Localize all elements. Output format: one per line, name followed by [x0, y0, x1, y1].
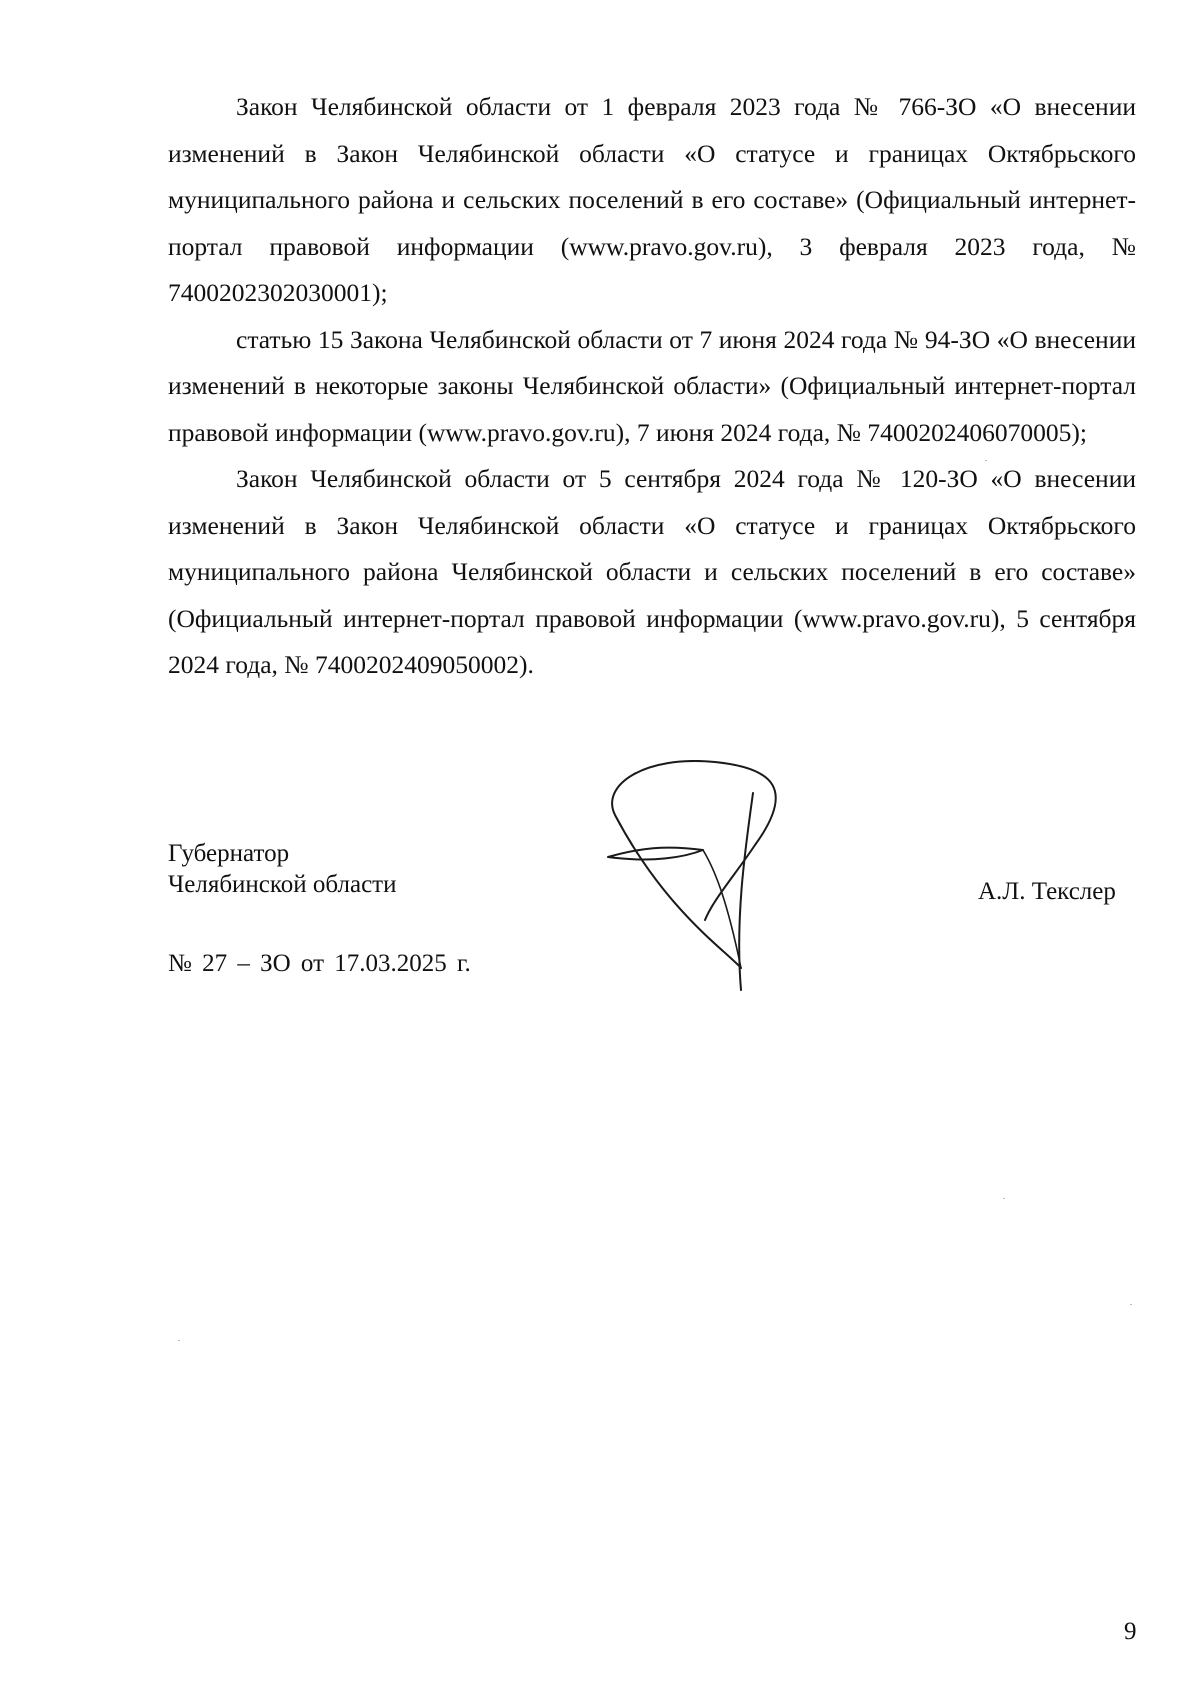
scan-speck: [178, 1340, 180, 1341]
paragraph-law-120: Закон Челябинской области от 5 сентября 2024 года № 120-ЗО «О внесении изменений в Закон Челябинской области «О статусе и границах Октябрьского муниципального района Челябинской области и сельских поселений в его составе» (Официальный интернет-портал правовой информации (www.pravo.gov.ru), 5 сентября 2024 года, № 7400202409050002).: [168, 464, 1136, 679]
position-title: Губернатор: [168, 840, 290, 867]
scan-speck: [1130, 1304, 1132, 1305]
signatory-name: А.Л. Текслер: [978, 878, 1116, 905]
law-reference-number: № 27 – ЗО от 17.03.2025 г.: [168, 950, 471, 977]
position-region: Челябинской области: [168, 871, 397, 898]
paragraph-law-766: Закон Челябинской области от 1 февраля 2023 года № 766-ЗО «О внесении изменений в Закон Челябинской области «О статусе и границах Октябрьского муниципального района и сельских поселений в его составе» (Официальный интернет-портал правовой информации (www.pravo.gov.ru), 3 февраля 2023 года, № 7400202302030001);: [168, 92, 1136, 307]
paragraph-law-94: статью 15 Закона Челябинской области от 7 июня 2024 года № 94-ЗО «О внесении изменений в некоторые законы Челябинской области» (Официальный интернет-портал правовой информации (www.pravo.gov.ru), 7 июня 2024 года, № 7400202406070005);: [168, 324, 1136, 447]
handwritten-signature: [605, 760, 845, 1000]
document-body: [168, 84, 1136, 689]
scan-speck: [1003, 1198, 1005, 1199]
page-number: 9: [1124, 1618, 1137, 1645]
scan-speck: [985, 460, 987, 461]
signatory-position: [168, 838, 396, 900]
